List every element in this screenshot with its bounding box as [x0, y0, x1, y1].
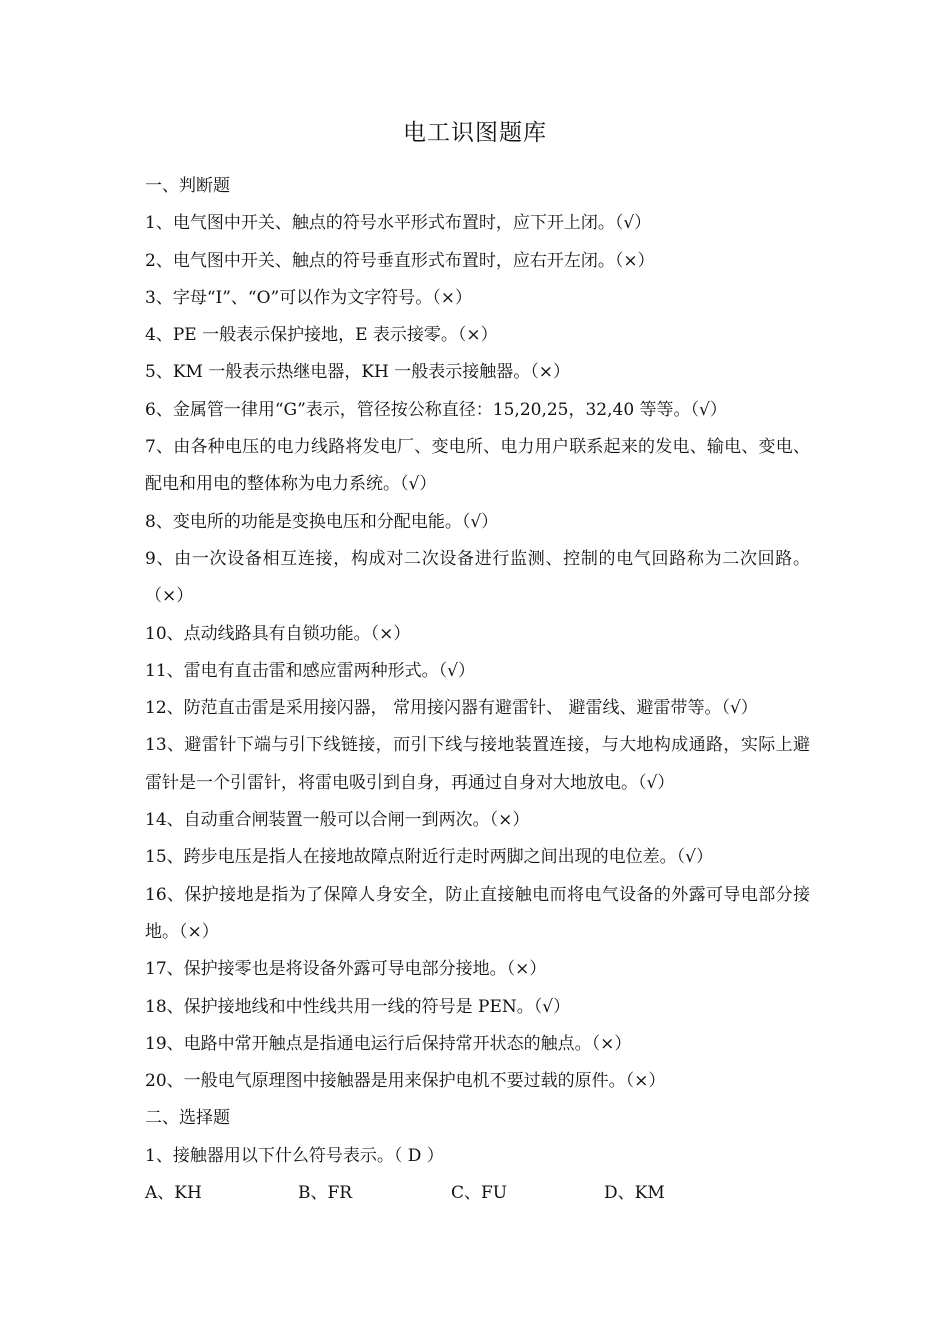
list-item: 15、跨步电压是指人在接地故障点附近行走时两脚之间出现的电位差。（√） [145, 847, 713, 868]
list-item: 4、PE 一般表示保护接地，E 表示接零。（×） [145, 325, 498, 346]
section-heading-multiple-choice: 二、选择题 [145, 1108, 230, 1129]
list-item: 20、一般电气原理图中接触器是用来保护电机不要过载的原件。（×） [145, 1071, 666, 1092]
list-item: 3、字母“I”、“O”可以作为文字符号。（×） [145, 287, 472, 308]
list-item: 2、电气图中开关、触点的符号垂直形式布置时，应右开左闭。（×） [145, 250, 655, 271]
list-item: 17、保护接零也是将设备外露可导电部分接地。（×） [145, 959, 547, 980]
list-item: 12、防范直击雷是采用接闪器， 常用接闪器有避雷针、 避雷线、避雷带等。（√） [145, 698, 758, 719]
question-1-options [145, 1175, 810, 1212]
list-item: 1、电气图中开关、触点的符号水平形式布置时，应下开上闭。（√） [145, 213, 652, 234]
list-item: 19、电路中常开触点是指通电运行后保持常开状态的触点。（×） [145, 1033, 632, 1054]
list-item: 5、KM 一般表示热继电器，KH 一般表示接触器。（×） [145, 362, 570, 383]
document-body [145, 168, 810, 1212]
list-item: 13、避雷针下端与引下线链接，而引下线与接地装置连接，与大地构成通路，实际上避雷针是一个引雷针，将雷电吸引到自身，再通过自身对大地放电。（√） [145, 735, 810, 793]
list-item: 18、保护接地线和中性线共用一线的符号是 PEN。（√） [145, 996, 571, 1017]
list-item: 8、变电所的功能是变换电压和分配电能。（√） [145, 511, 499, 532]
option-a: A、KH [145, 1183, 202, 1204]
list-item: 11、雷电有直击雷和感应雷两种形式。（√） [145, 660, 475, 681]
list-item: 16、保护接地是指为了保障人身安全，防止直接触电而将电气设备的外露可导电部分接地。（×） [145, 884, 810, 942]
section-heading-true-false: 一、判断题 [145, 176, 230, 196]
question-1: 1、接触器用以下什么符号表示。（ D ） [145, 1145, 444, 1166]
list-item: 14、自动重合闸装置一般可以合闸一到两次。（×） [145, 810, 530, 831]
option-d: D、KM [604, 1183, 665, 1204]
option-c: C、FU [451, 1183, 508, 1204]
list-item: 10、点动线路具有自锁功能。（×） [145, 623, 411, 644]
document-title: 电工识图题库 [403, 120, 547, 146]
list-item: 9、由一次设备相互连接，构成对二次设备进行监测、控制的电气回路称为二次回路。（×） [145, 548, 810, 607]
option-b: B、FR [298, 1183, 353, 1204]
list-item: 6、金属管一律用“G”表示，管径按公称直径：15,20,25，32,40 等等。（√） [145, 399, 727, 420]
list-item: 7、由各种电压的电力线路将发电厂、变电所、电力用户联系起来的发电、输电、变电、配电和用电的整体称为电力系统。（√） [145, 437, 810, 495]
